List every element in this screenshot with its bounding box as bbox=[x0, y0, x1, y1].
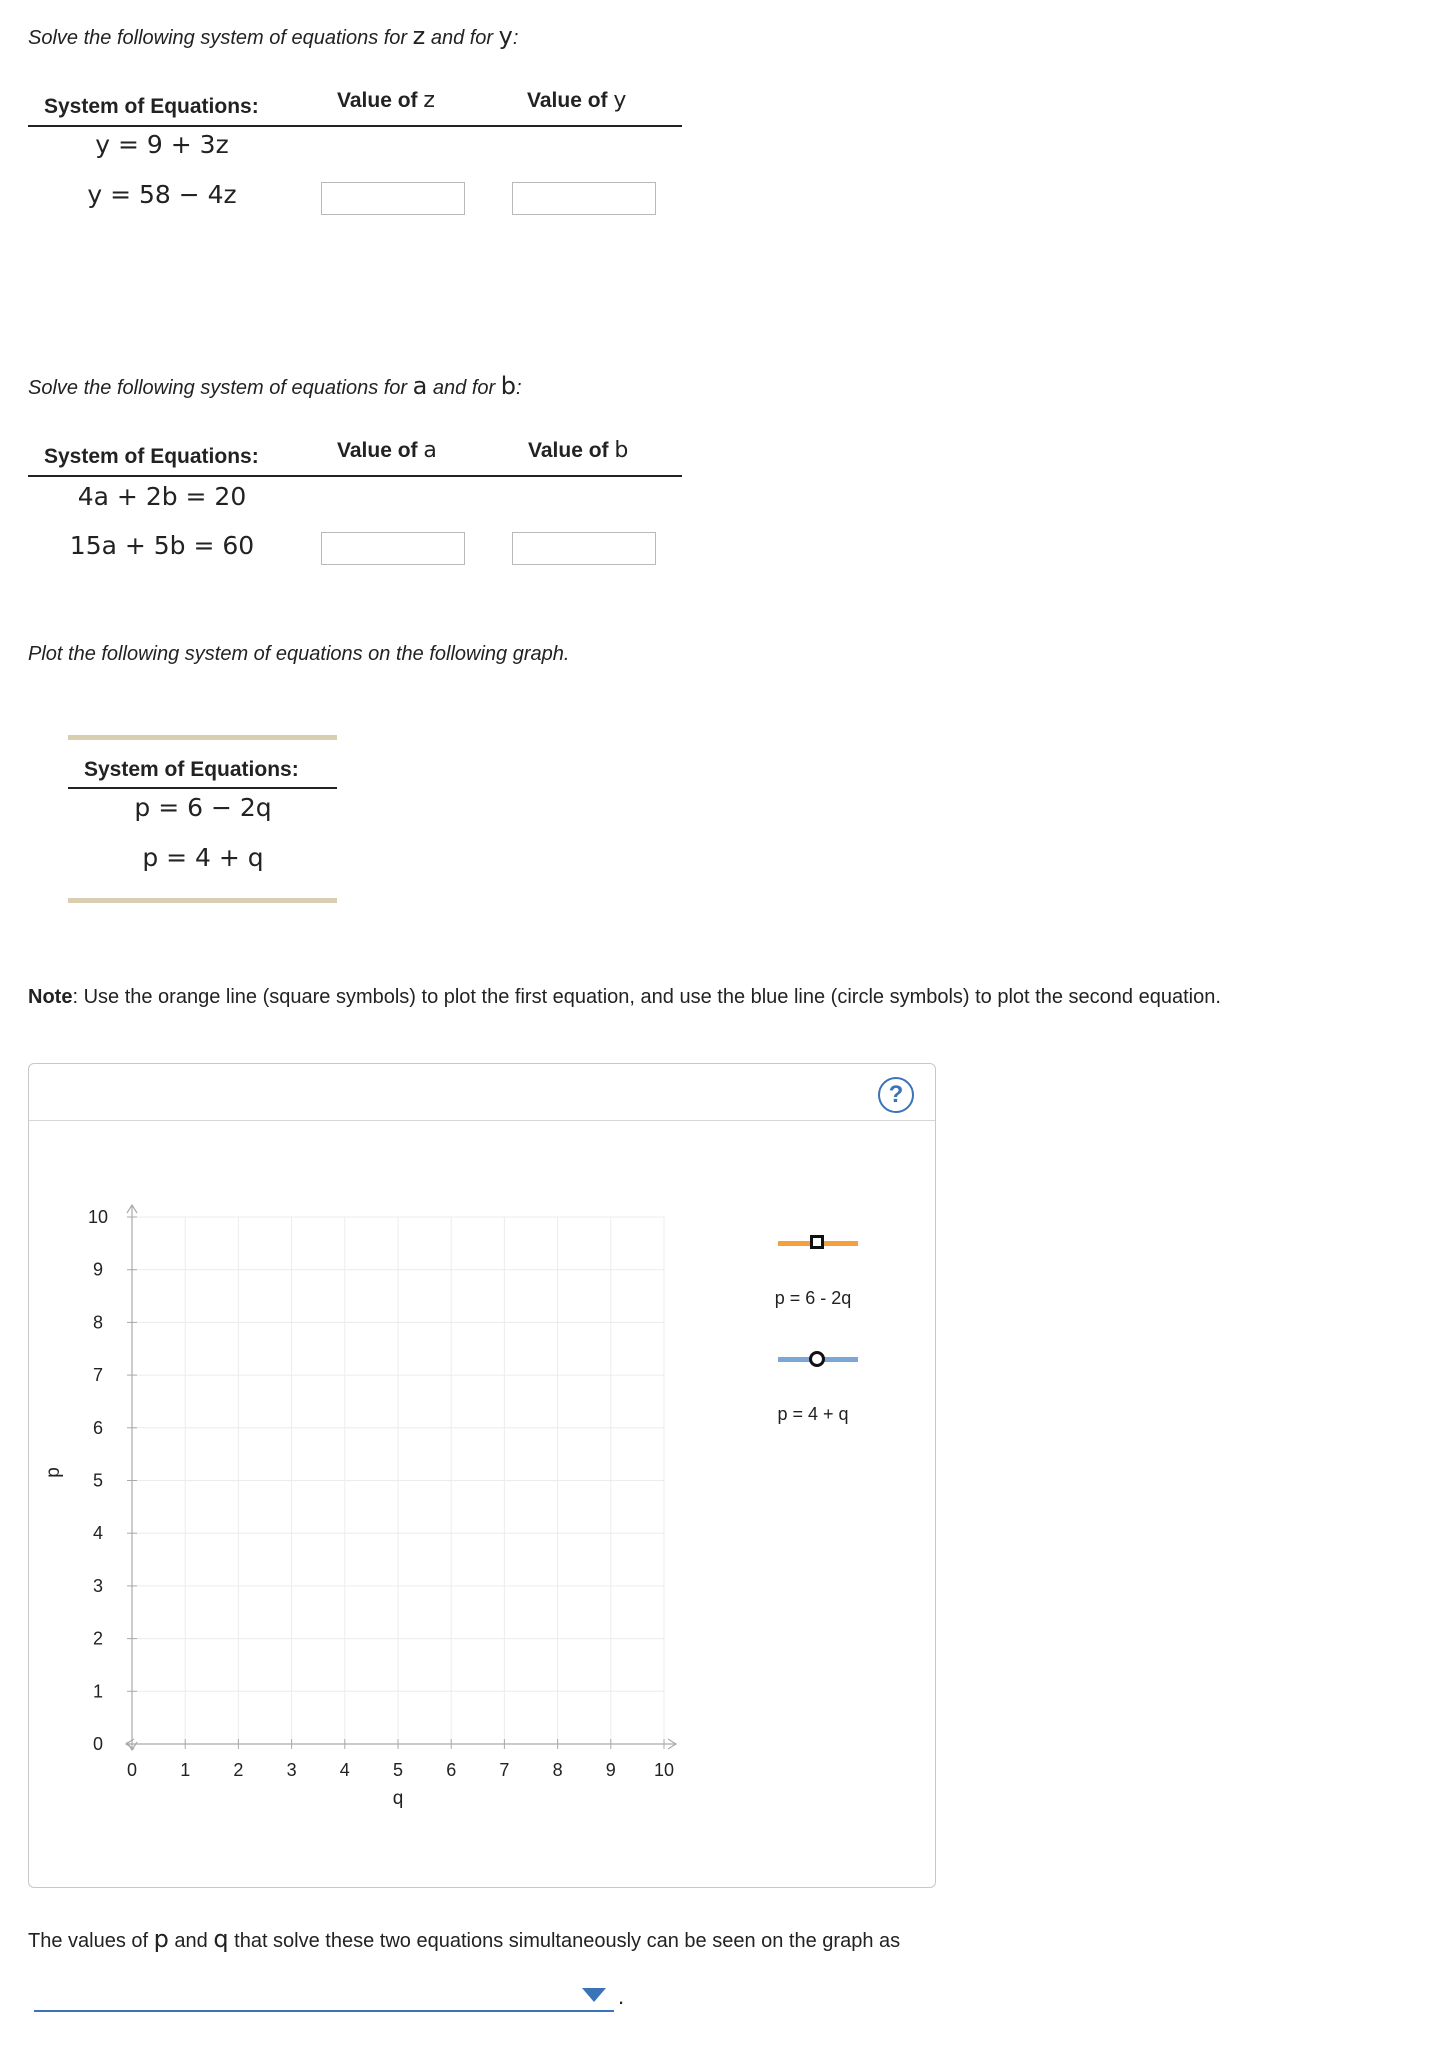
y-tick-label: 9 bbox=[92, 1259, 104, 1280]
q2-equation-2: 15a + 5b = 60 bbox=[69, 531, 255, 560]
final-var-p: p bbox=[153, 1925, 169, 1953]
q2-header-rule bbox=[28, 475, 682, 477]
x-tick-label: 7 bbox=[499, 1760, 510, 1780]
blue-line-tool[interactable] bbox=[764, 1344, 864, 1374]
x-axis-title: q bbox=[392, 1788, 404, 1809]
help-icon[interactable]: ? bbox=[878, 1077, 914, 1113]
x-tick-label: 0 bbox=[126, 1760, 138, 1780]
q1-prompt: Solve the following system of equations for z and for y: bbox=[28, 22, 519, 50]
square-symbol-icon bbox=[810, 1235, 824, 1249]
note-text: : Use the orange line (square symbols) to plot the first equation, and use the blue line (circle symbols) to plot the second equation. bbox=[72, 986, 1221, 1008]
q2-equation-1: 4a + 2b = 20 bbox=[77, 482, 247, 511]
x-tick-label: 6 bbox=[446, 1760, 457, 1780]
y-tick-label: 7 bbox=[92, 1365, 104, 1386]
q2-header-value-b: Value of b bbox=[528, 438, 629, 463]
q2-header-value-a: Value of a bbox=[337, 438, 437, 463]
axes bbox=[126, 1205, 676, 1750]
q2-prompt: Solve the following system of equations for a and for b: bbox=[28, 372, 522, 400]
tick-labels bbox=[43, 1207, 674, 1809]
graph-panel bbox=[28, 1063, 936, 1888]
y-axis-title: p bbox=[43, 1467, 64, 1478]
q3-table-top-bar bbox=[68, 735, 337, 740]
q3-prompt: Plot the following system of equations on the following graph. bbox=[28, 643, 570, 665]
q2-answer-b-input[interactable] bbox=[512, 532, 656, 565]
y-tick-label: 4 bbox=[92, 1523, 104, 1544]
legend-label-blue: p = 4 + q bbox=[777, 1404, 849, 1424]
x-tick-label: 1 bbox=[180, 1760, 191, 1780]
q1-equation-2: y = 58 − 4z bbox=[87, 180, 237, 209]
x-tick-label: 5 bbox=[392, 1760, 404, 1780]
q1-answer-z-input[interactable] bbox=[321, 182, 465, 215]
note-label: Note bbox=[28, 986, 73, 1008]
q2-header-system: System of Equations: bbox=[44, 445, 259, 468]
q1-answer-y-input[interactable] bbox=[512, 182, 656, 215]
chevron-down-icon bbox=[582, 1988, 606, 2002]
y-tick-label: 5 bbox=[92, 1470, 104, 1491]
y-tick-label: 1 bbox=[92, 1681, 104, 1702]
y-tick-label: 3 bbox=[92, 1575, 104, 1596]
q3-equation-1: p = 6 − 2q bbox=[134, 793, 272, 822]
plot-area[interactable] bbox=[29, 1064, 935, 1887]
y-tick-label: 8 bbox=[92, 1312, 104, 1333]
q2-answer-a-input[interactable] bbox=[321, 532, 465, 565]
q1-var-z: z bbox=[412, 22, 426, 50]
y-tick-label: 2 bbox=[92, 1628, 104, 1649]
q3-header-system: System of Equations: bbox=[84, 758, 299, 781]
answer-dropdown[interactable] bbox=[34, 1982, 614, 2012]
x-tick-label: 8 bbox=[552, 1760, 563, 1780]
x-tick-label: 10 bbox=[653, 1760, 675, 1780]
final-period: . bbox=[618, 1984, 625, 2009]
plot-note bbox=[28, 986, 1221, 1009]
final-sentence: The values of p and q that solve these two equations simultaneously can be seen on the graph as bbox=[28, 1925, 901, 1953]
grid-lines bbox=[132, 1217, 664, 1744]
q1-header-value-y: Value of y bbox=[527, 88, 627, 113]
x-tick-label: 4 bbox=[339, 1760, 350, 1780]
q2-var-b: b bbox=[500, 372, 516, 400]
legend-label-orange: p = 6 - 2q bbox=[774, 1288, 852, 1308]
q2-var-a: a bbox=[412, 372, 428, 400]
q1-header-rule bbox=[28, 125, 682, 127]
q3-header-rule bbox=[68, 787, 337, 789]
y-tick-label: 10 bbox=[87, 1207, 109, 1227]
q1-var-y: y bbox=[498, 22, 513, 50]
x-tick-label: 3 bbox=[286, 1760, 297, 1780]
q1-header-value-z: Value of z bbox=[337, 88, 435, 113]
x-tick-label: 2 bbox=[233, 1760, 244, 1780]
x-tick-label: 9 bbox=[605, 1760, 616, 1780]
y-tick-label: 6 bbox=[92, 1417, 104, 1438]
orange-line-tool[interactable] bbox=[764, 1228, 864, 1258]
q1-header-system: System of Equations: bbox=[44, 95, 259, 118]
q3-table-bottom-bar bbox=[68, 898, 337, 903]
circle-symbol-icon bbox=[809, 1351, 825, 1367]
y-tick-label: 0 bbox=[92, 1734, 104, 1754]
final-var-q: q bbox=[213, 1925, 229, 1953]
q3-equation-2: p = 4 + q bbox=[142, 843, 264, 872]
q1-equation-1: y = 9 + 3z bbox=[95, 130, 229, 159]
